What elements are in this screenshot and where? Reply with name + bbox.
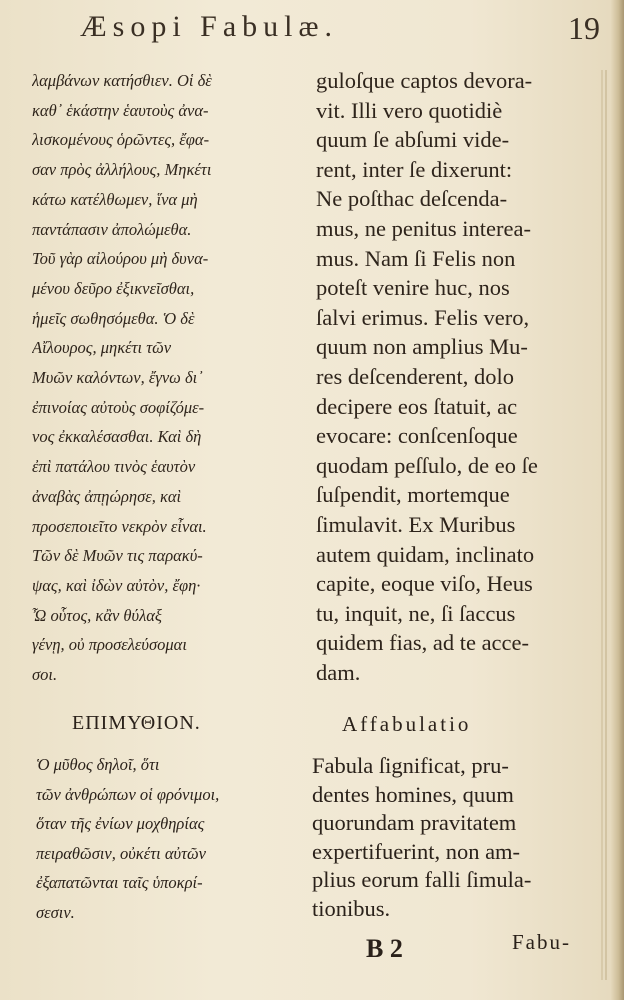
latin-text-line: Ne poſthac deſcenda- bbox=[316, 186, 508, 212]
greek-text-column bbox=[32, 66, 300, 690]
greek-text-line: Τοῦ γὰρ αἰλούρου μὴ δυνα- bbox=[32, 249, 209, 269]
greek-text-line: Τῶν δὲ Μυῶν τις παρακύ- bbox=[32, 546, 203, 566]
signature-mark: B 2 bbox=[366, 934, 403, 963]
latin-text-line: quidem fias, ad te acce- bbox=[316, 630, 530, 656]
greek-text-line: ἀναβὰς ἀπῃώρησε, καὶ bbox=[32, 486, 182, 506]
running-header bbox=[80, 10, 600, 50]
greek-text-line: ἐπινοίας αὐτοὺς σοφίζόμε- bbox=[32, 397, 205, 417]
latin-text-line: rent, inter ſe dixerunt: bbox=[316, 156, 513, 182]
latin-moral-line: Fabula ſignificat, pru- bbox=[312, 753, 509, 778]
greek-moral-line: Ὁ μῦθος δηλοῖ, ὅτι bbox=[36, 755, 160, 774]
latin-text-line: quodam peſſulo, de eo ſe bbox=[316, 452, 538, 478]
greek-text-line: παντάπασιν ἀπολώμεθα. bbox=[32, 219, 192, 239]
greek-text-line: καθ᾽ ἑκάστην ἑαυτοὺς ἀνα- bbox=[32, 100, 209, 120]
latin-text-line: ſuſpendit, mortemque bbox=[316, 482, 510, 508]
latin-moral-line: expertifuerint, non am- bbox=[312, 838, 521, 864]
greek-text-line: σαν πρὸς ἀλλήλους, Μηκέτι bbox=[32, 160, 212, 180]
greek-text-line: Μυῶν καλόντων, ἔγνω δι᾽ bbox=[32, 368, 203, 388]
greek-moral-line: πειραθῶσιν, οὐκέτι αὐτῶν bbox=[36, 843, 206, 863]
latin-moral-line: tionibus. bbox=[312, 895, 391, 921]
greek-moral-line: τῶν ἀνθρώπων οἱ φρόνιμοι, bbox=[36, 784, 220, 804]
latin-text-line: autem quidam, inclinato bbox=[316, 541, 535, 567]
page-edge bbox=[610, 0, 624, 1000]
latin-text-line: decipere eos ſtatuit, ac bbox=[316, 393, 518, 419]
latin-text-line: mus. Nam ſi Felis non bbox=[316, 245, 516, 271]
running-title: Æsopi Fabulæ. bbox=[80, 10, 339, 43]
latin-text-line: evocare: conſcenſoque bbox=[316, 423, 518, 449]
latin-text-column bbox=[316, 66, 596, 687]
greek-moral-line: σεσιν. bbox=[36, 902, 75, 922]
latin-text-line: mus, ne penitus interea- bbox=[316, 215, 531, 241]
greek-moral-line: ὅταν τῆς ἐνίων μοχθηρίας bbox=[36, 814, 205, 833]
latin-moral-line: dentes homines, quum bbox=[312, 781, 514, 807]
page-number: 19 bbox=[568, 10, 600, 46]
greek-text-line: σοι. bbox=[32, 665, 58, 685]
greek-text-line: Ὦ οὗτος, κἂν θύλαξ bbox=[32, 605, 162, 625]
greek-text-line: ἡμεῖς σωθησόμεθα. Ὁ δὲ bbox=[32, 308, 195, 328]
edge-shadow-lines bbox=[600, 70, 610, 980]
greek-text-line: λισκομένους ὁρῶντες, ἔφα- bbox=[32, 130, 210, 150]
greek-text-line: κάτω κατέλθωμεν, ἵνα μὴ bbox=[32, 189, 198, 209]
latin-text-line: quum ſe abſumi vide- bbox=[316, 127, 510, 153]
greek-text-line: προσεποιεῖτο νεκρὸν εἶναι. bbox=[32, 516, 207, 536]
greek-text-line: ψας, καὶ ἰδὼν αὐτὸν, ἔφη· bbox=[32, 575, 201, 595]
latin-moral-text bbox=[312, 752, 598, 924]
latin-moral-line: plius eorum falli ſimula- bbox=[312, 867, 532, 893]
latin-text-line: capite, eoque viſo, Heus bbox=[316, 571, 533, 597]
latin-text-line: quum non amplius Mu- bbox=[316, 334, 528, 360]
latin-moral-line: quorundam pravitatem bbox=[312, 810, 517, 836]
greek-text-line: ἐπὶ πατάλου τινὸς ἑαυτὸν bbox=[32, 457, 196, 477]
latin-text-line: res deſcenderent, dolo bbox=[316, 363, 515, 389]
greek-text-line: Αἴλουρος, μηκέτι τῶν bbox=[32, 338, 172, 358]
latin-text-line: tu, inquit, ne, ſi ſaccus bbox=[316, 600, 516, 626]
greek-text-line: λαμβάνων κατήσθιεν. Οἱ δὲ bbox=[32, 71, 212, 90]
greek-text-line: μένου δεῦρο ἐξικνεῖσθαι, bbox=[32, 278, 195, 298]
latin-text-line: ſimulavit. Ex Muribus bbox=[316, 511, 516, 537]
greek-text-line: γένῃ, οὐ προσελεύσομαι bbox=[32, 635, 187, 655]
latin-text-line: guloſque captos devora- bbox=[316, 68, 533, 93]
latin-text-line: ſalvi erimus. Felis vero, bbox=[316, 304, 530, 330]
greek-text-line: νος ἐκκαλέσασθαι. Καὶ δὴ bbox=[32, 427, 202, 447]
catchword: Fabu- bbox=[512, 930, 571, 954]
latin-text-line: dam. bbox=[316, 659, 361, 685]
greek-moral-heading: ΕΠΙΜΥΘΙΟΝ. bbox=[72, 712, 201, 734]
latin-text-line: vit. Illi vero quotidiè bbox=[316, 97, 503, 123]
greek-moral-line: ἐξαπατῶνται ταῖς ὑποκρί- bbox=[36, 873, 203, 892]
latin-text-line: poteſt venire huc, nos bbox=[316, 275, 510, 301]
latin-moral-heading: Affabulatio bbox=[342, 712, 472, 736]
greek-moral-text bbox=[36, 750, 300, 927]
